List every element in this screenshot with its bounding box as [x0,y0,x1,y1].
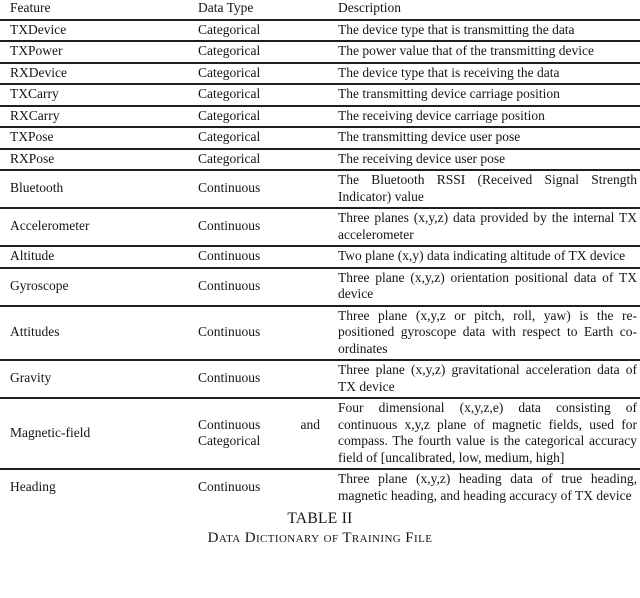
table-row [0,469,640,506]
cell-feature: RXCarry [10,107,60,123]
cell-description: The transmitting device user pose [338,129,521,144]
cell-description: The transmitting device carriage position [338,86,560,101]
table-row [0,127,640,149]
cell-data-type: Continuous [198,248,261,263]
cell-data-type: Continuous [198,370,261,386]
cell-feature: Magnetic-field [10,424,91,440]
cell-data-type: Categorical [198,64,261,80]
cell-feature: TXPose [10,129,54,144]
cell-feature: TXPower [10,43,63,58]
cell-description: Four dimensional (x,y,z,e) data consisting of continuous x,y,z plane of magnetic fields, used for compass. The fourth value is the categorical accuracy field of [uncalibrated, low, medium, high] [338,400,637,465]
column-header-feature: Feature [10,0,51,15]
cell-feature: Bluetooth [10,180,64,196]
table-row [0,20,640,42]
cell-feature: Altitude [10,248,55,263]
cell-feature: TXDevice [10,21,67,37]
cell-data-type: Continuous [198,218,261,234]
cell-data-type: Continuous [198,479,261,495]
cell-description: Three plane (x,y,z or pitch, roll, yaw) is the re-positioned gyroscope data with respect to Earth co-ordinates [338,307,637,356]
table-row [0,246,640,268]
cell-description: The power value that of the transmitting device [338,43,595,58]
table-row [0,149,640,171]
cell-description: The receiving device carriage position [338,107,545,123]
cell-data-type: Categorical [198,107,261,123]
table-row [0,208,640,246]
table-row [0,170,640,208]
table-row [0,398,640,469]
cell-feature: Attitudes [10,324,60,339]
table-row [0,106,640,128]
cell-feature: RXDevice [10,64,67,80]
cell-data-type: Continuous [198,277,261,293]
cell-data-type: Categorical [198,150,261,166]
cell-description: Three plane (x,y,z) heading data of true heading, magnetic heading, and heading accuracy of TX device [338,471,637,503]
table-header-row [0,0,640,20]
table-row [0,84,640,106]
table-header [0,0,640,20]
table-row [0,306,640,361]
cell-data-type: Continuous and Categorical [198,416,320,448]
cell-description: The Bluetooth RSSI (Received Signal Strength Indicator) value [338,172,637,204]
table-caption-label: TABLE II [287,510,353,527]
table-row [0,41,640,63]
cell-description: Three plane (x,y,z) orientation positional data of TX device [338,269,637,301]
table-caption [0,510,640,548]
cell-feature: TXCarry [10,86,59,101]
cell-description: Three planes (x,y,z) data provided by the internal TX accelerometer [338,210,637,242]
cell-data-type: Categorical [198,43,261,58]
cell-description: Two plane (x,y) data indicating altitude of TX device [338,248,626,263]
cell-description: The device type that is transmitting the data [338,21,575,37]
column-header-data-type: Data Type [198,0,254,15]
cell-data-type: Categorical [198,86,261,101]
table-row [0,268,640,306]
cell-data-type: Continuous [198,180,261,196]
table-row [0,63,640,85]
table-row [0,360,640,398]
cell-feature: RXPose [10,150,55,166]
cell-feature: Accelerometer [10,218,90,234]
cell-description: The receiving device user pose [338,150,506,166]
cell-data-type: Continuous [198,324,261,339]
cell-description: Three plane (x,y,z) gravitational acceleration data of TX device [338,362,637,394]
cell-data-type: Categorical [198,129,261,144]
cell-description: The device type that is receiving the data [338,64,560,80]
cell-data-type: Categorical [198,21,261,37]
cell-feature: Gravity [10,370,52,386]
cell-feature: Heading [10,479,56,495]
cell-feature: Gyroscope [10,277,69,293]
table-body [0,20,640,507]
column-header-description: Description [338,0,401,15]
table-caption-title: Data Dictionary of Training File [207,530,433,546]
